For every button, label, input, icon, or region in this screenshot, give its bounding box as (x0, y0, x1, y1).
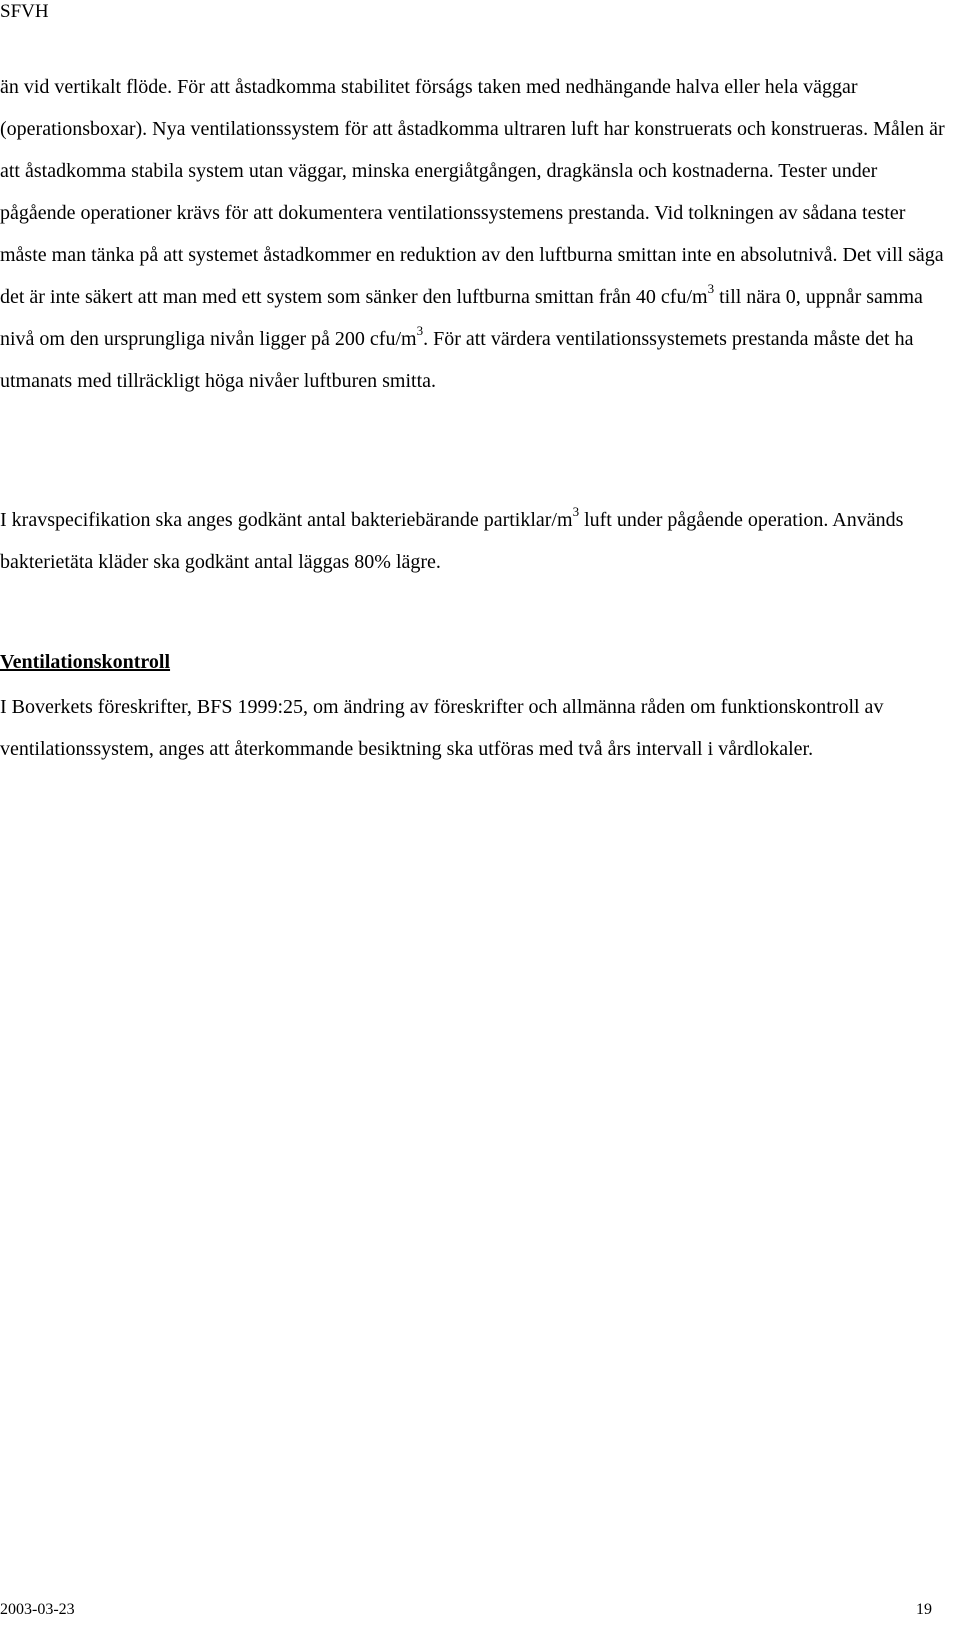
body-paragraph-3: I Boverkets föreskrifter, BFS 1999:25, om ändring av föreskrifter och allmänna råden om funktionskontroll av ventilationssystem, anges att återkommande besiktning ska utföras med två års intervall i vårdlokaler. (0, 696, 884, 760)
superscript: 3 (416, 323, 424, 339)
superscript: 3 (707, 281, 715, 297)
body-paragraph-1 (0, 66, 945, 402)
running-header: SFVH (0, 1, 49, 22)
section-heading: Ventilationskontroll (0, 651, 171, 673)
paragraph-text: till nära 0, uppnår samma nivå om den ursprungliga nivån ligger på 200 cfu/m (0, 286, 923, 350)
paragraph-text: än vid vertikalt flöde. För att åstadkomma stabilitet förságs taken med nedhängande halva eller hela väggar (operationsboxar). Nya ventilationssystem för att åstadkomma ultraren luft har konstruerats och konstrueras. Målen är att åstadkomma stabila system utan väggar, minska energiåtgången, dragkänsla och kostnaderna. Tester under pågående operationer krävs för att dokumentera ventilationssystemens prestanda. Vid tolkningen av sådana tester måste man tänka på att systemet åstadkommer en reduktion av den luftburna smittan inte en absolutnivå. Det vill säga det är inte säkert att man med ett system som sänker den luftburna smittan från 40 cfu/m (0, 76, 945, 308)
footer-date: 2003-03-23 (0, 1601, 75, 1618)
paragraph-text: luft under pågående operation. Används bakterietäta kläder ska godkänt antal läggas 80% lägre. (0, 509, 904, 573)
superscript: 3 (572, 504, 580, 520)
page-number: 19 (916, 1601, 932, 1618)
paragraph-text: I kravspecifikation ska anges godkänt antal bakteriebärande partiklar/m (0, 509, 573, 531)
body-paragraph-2 (0, 499, 945, 583)
paragraph-text: . För att värdera ventilationssystemets prestanda måste det ha utmanats med tillräckligt höga nivåer luftburen smitta. (0, 328, 914, 392)
